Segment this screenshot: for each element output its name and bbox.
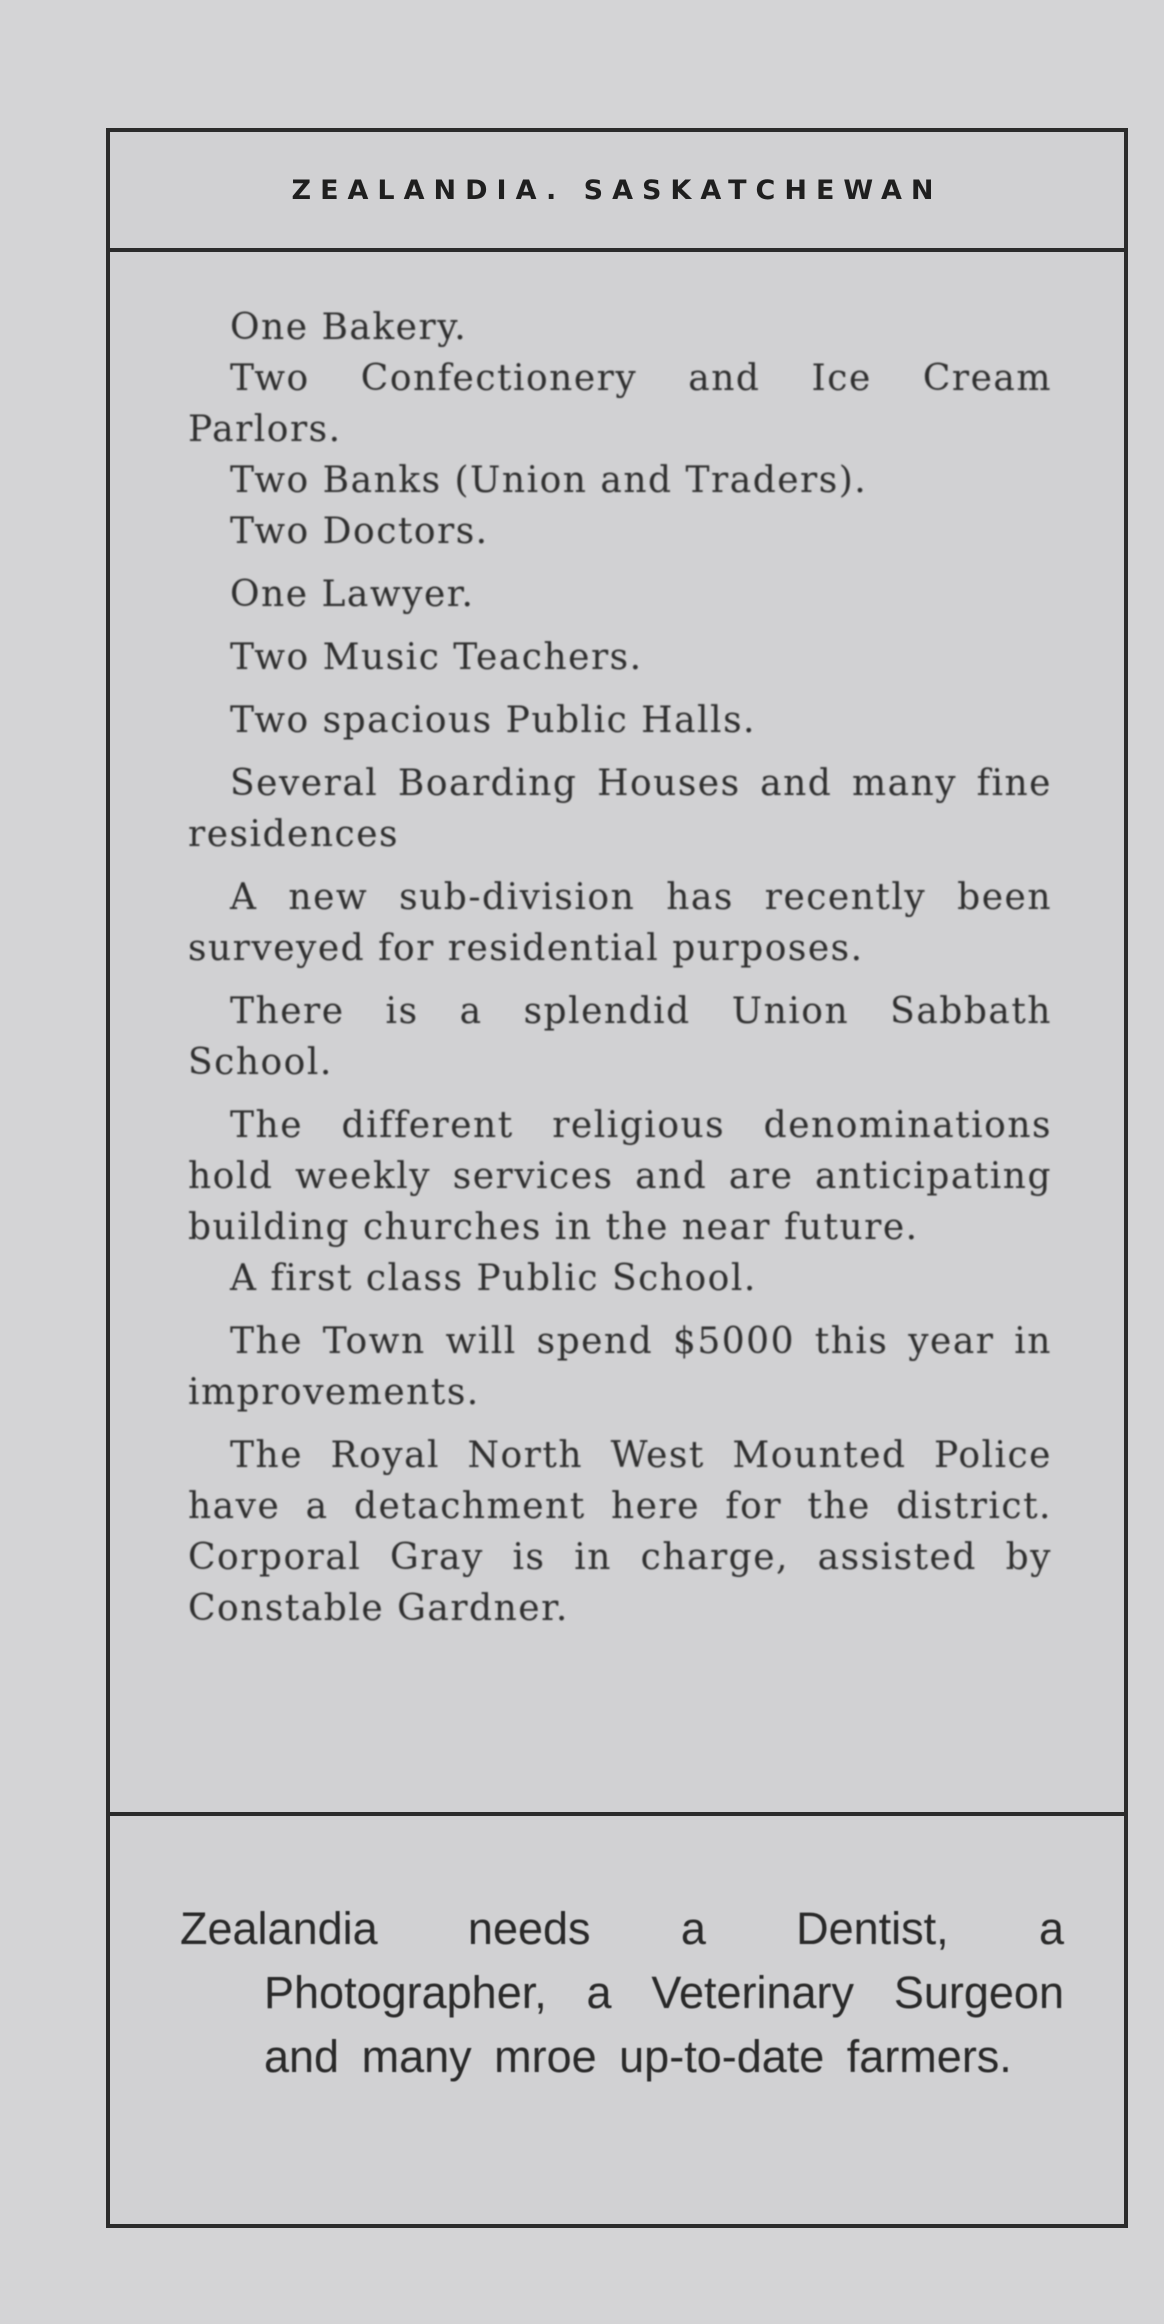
paragraph: Two spacious Public Halls. — [230, 700, 756, 741]
paragraph: The Town will spend $5000 this year in improvements. — [188, 1321, 1052, 1413]
section-divider — [110, 1812, 1124, 1816]
paragraph: Several Boarding Houses and many fine residences — [188, 763, 1052, 855]
town-facilities-list — [188, 302, 1052, 1646]
paragraph: The different religious denominations hold weekly services and are anticipating building churches in the near future. — [188, 1105, 1052, 1248]
paragraph: A first class Public School. — [230, 1258, 757, 1299]
advertisement-frame — [106, 128, 1128, 2228]
paragraph: One Bakery. — [230, 307, 468, 348]
notice-text: Zealandia needs a Dentist, a Photographer, a Veterinary Surgeon and many mroe up-to-date farmers. — [180, 1903, 1064, 2082]
header-banner — [110, 132, 1124, 252]
paragraph: Two Doctors. — [230, 511, 489, 552]
paragraph: Two Music Teachers. — [230, 637, 643, 678]
paragraph: A new sub-division has recently been surveyed for residential purposes. — [188, 877, 1052, 969]
paragraph: There is a splendid Union Sabbath School. — [188, 991, 1052, 1083]
page-title: ZEALANDIA. SASKATCHEWAN — [291, 174, 943, 206]
paragraph: Two Banks (Union and Traders). — [230, 460, 868, 501]
paragraph: Two Confectionery and Ice Cream Parlors. — [188, 358, 1052, 450]
paragraph: One Lawyer. — [230, 574, 475, 615]
paragraph: The Royal North West Mounted Police have a detachment here for the district. Corporal Gray is in charge, assisted by Constable Gardner. — [188, 1435, 1052, 1629]
